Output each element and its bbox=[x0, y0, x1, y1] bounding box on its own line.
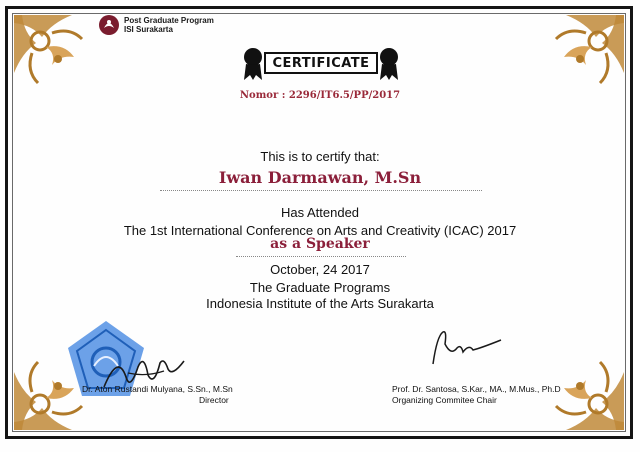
corner-ornament-top-left bbox=[12, 13, 102, 99]
certificate-banner bbox=[236, 44, 406, 84]
attended-text: Has Attended bbox=[280, 205, 360, 220]
certificate-title-box bbox=[264, 52, 378, 74]
participant-role: as a Speaker bbox=[270, 236, 370, 252]
director-title: Director bbox=[199, 395, 229, 405]
chair-title: Organizing Commitee Chair bbox=[392, 395, 497, 405]
award-ribbon-icon bbox=[378, 46, 400, 82]
certificate-number: Nomor : 2296/IT6.5/PP/2017 bbox=[239, 90, 401, 101]
program-logo bbox=[98, 14, 214, 36]
certificate-title: CERTIFICATE bbox=[272, 55, 370, 71]
name-underline bbox=[160, 190, 482, 191]
recipient-name: Iwan Darmawan, M.Sn bbox=[218, 168, 422, 187]
logo-text bbox=[124, 16, 214, 34]
certify-statement: This is to certify that: bbox=[260, 149, 380, 164]
organizer-line-2: Indonesia Institute of the Arts Surakarta bbox=[206, 296, 434, 311]
conference-name: The 1st International Conference on Arts and Creativity (ICAC) 2017 bbox=[123, 223, 517, 238]
logo-line-2: ISI Surakarta bbox=[124, 25, 173, 34]
logo-line-1: Post Graduate Program bbox=[124, 16, 214, 25]
event-date: October, 24 2017 bbox=[270, 262, 370, 277]
award-ribbon-icon bbox=[242, 46, 264, 82]
institute-logo-icon bbox=[98, 14, 120, 36]
corner-ornament-top-right bbox=[536, 13, 626, 99]
organizer-line-1: The Graduate Programs bbox=[249, 280, 391, 295]
chair-signature-icon bbox=[425, 326, 505, 368]
director-name: Dr. Aton Rustandi Mulyana, S.Sn., M.Sn bbox=[82, 384, 233, 394]
chair-name: Prof. Dr. Santosa, S.Kar., MA., M.Mus., Ph.D bbox=[392, 384, 561, 394]
role-underline bbox=[236, 256, 406, 257]
